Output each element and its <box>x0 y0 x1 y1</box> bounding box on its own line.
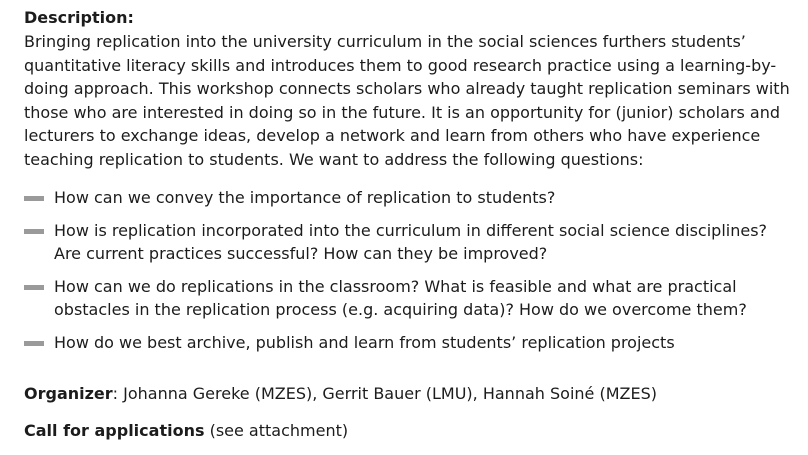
question-text: How is replication incorporated into the curriculum in different social science disciplines? Are current practices successful? How can they be improved? <box>54 220 768 263</box>
bullet-bar-icon <box>24 196 44 201</box>
call-for-applications-line <box>24 419 348 442</box>
description-heading: Description: <box>24 8 134 27</box>
question-text: How can we do replications in the classroom? What is feasible and what are practical obstacles in the replication process (e.g. acquiring data)? How do we overcome them? <box>54 276 747 319</box>
list-item <box>24 219 799 266</box>
questions-list <box>24 186 799 363</box>
description-text: Bringing replication into the university curriculum in the social sciences furthers students’ quantitative literacy skills and introduces them to good research practice using a learning-by-doing approach. This workshop connects scholars who already taught replication seminars with those who are interested in doing so in the future. It is an opportunity for (junior) scholars and lecturers to exchange ideas, develop a network and learn from others who have experience teaching replication to students. We want to address the following questions: <box>24 32 790 169</box>
bullet-bar-icon <box>24 341 44 346</box>
call-for-applications-label: Call for applications <box>24 421 205 440</box>
attachment-link[interactable]: (see attachment) <box>209 421 349 440</box>
list-item <box>24 331 799 355</box>
organizer-names: Johanna Gereke (MZES), Gerrit Bauer (LMU), Hannah Soiné (MZES) <box>123 384 657 403</box>
list-item <box>24 186 799 210</box>
organizer-line <box>24 382 657 405</box>
question-text: How can we convey the importance of replication to students? <box>54 188 556 207</box>
bullet-bar-icon <box>24 285 44 290</box>
organizer-label: Organizer <box>24 384 113 403</box>
list-item <box>24 275 799 322</box>
organizer-separator: : <box>112 384 124 403</box>
bullet-bar-icon <box>24 229 44 234</box>
question-text: How do we best archive, publish and learn from students’ replication projects <box>54 332 675 352</box>
